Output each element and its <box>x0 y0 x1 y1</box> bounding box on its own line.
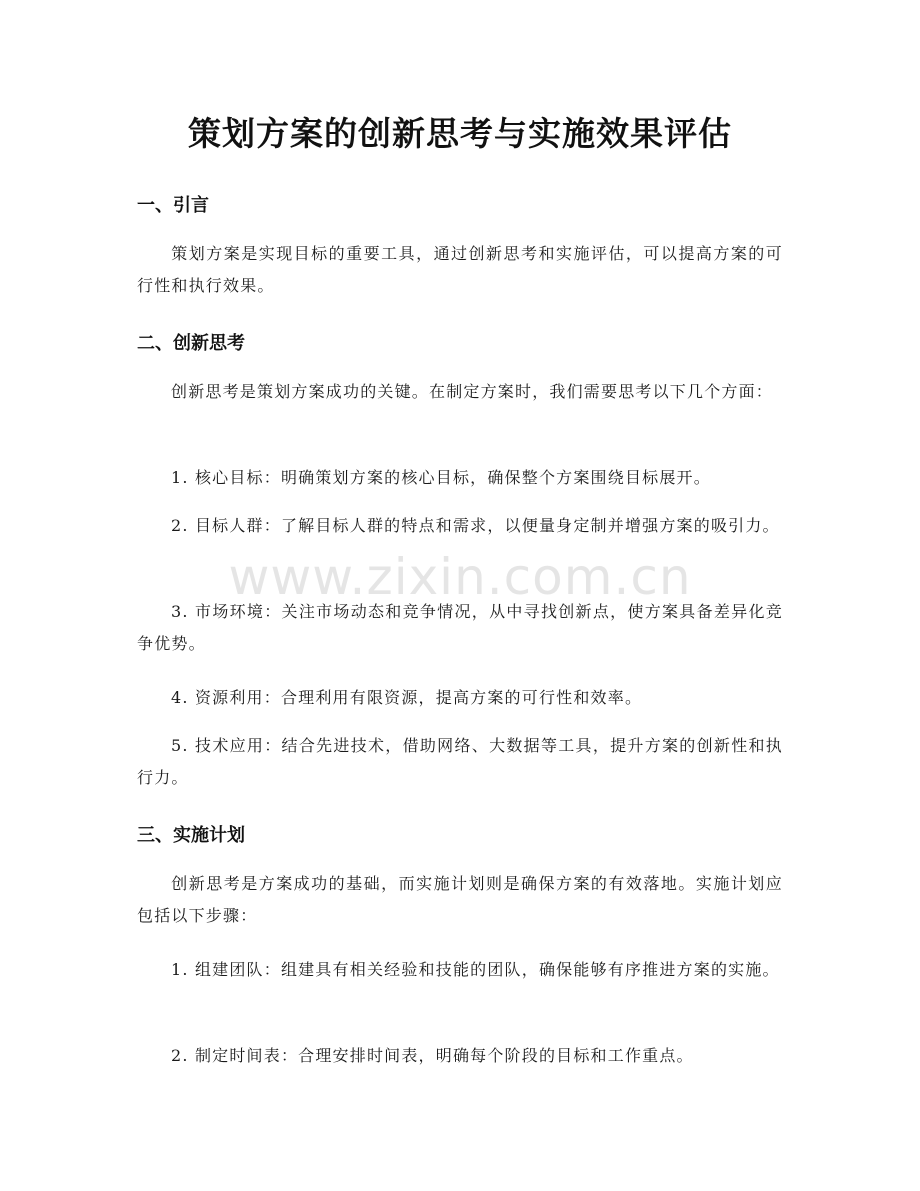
paragraph-innovation: 创新思考是策划方案成功的关键。在制定方案时，我们需要思考以下几个方面： <box>171 382 774 401</box>
document-title: 策划方案的创新思考与实施效果评估 <box>188 114 732 153</box>
list-item-innovation-3: 3. 市场环境：关注市场动态和竞争情况，从中寻找创新点，使方案具备差异化竞争优势。 <box>137 602 783 653</box>
section-heading-intro: 一、引言 <box>137 195 209 216</box>
watermark: www.zixin.com.cn <box>228 548 692 606</box>
list-item-innovation-1: 1. 核心目标：明确策划方案的核心目标，确保整个方案围绕目标展开。 <box>171 468 711 487</box>
paragraph-plan: 创新思考是方案成功的基础，而实施计划则是确保方案的有效落地。实施计划应包括以下步骤： <box>137 874 783 925</box>
list-item-innovation-5: 5. 技术应用：结合先进技术，借助网络、大数据等工具，提升方案的创新性和执行力。 <box>137 736 783 787</box>
list-item-innovation-2: 2. 目标人群：了解目标人群的特点和需求，以便量身定制并增强方案的吸引力。 <box>171 516 780 535</box>
list-item-plan-1: 1. 组建团队：组建具有相关经验和技能的团队，确保能够有序推进方案的实施。 <box>171 960 780 979</box>
list-item-plan-2: 2. 制定时间表：合理安排时间表，明确每个阶段的目标和工作重点。 <box>171 1046 694 1065</box>
section-heading-plan: 三、实施计划 <box>137 825 245 846</box>
paragraph-intro: 策划方案是实现目标的重要工具，通过创新思考和实施评估，可以提高方案的可行性和执行效果。 <box>137 244 783 295</box>
section-heading-innovation: 二、创新思考 <box>137 333 245 354</box>
list-item-innovation-4: 4. 资源利用：合理利用有限资源，提高方案的可行性和效率。 <box>171 688 643 707</box>
